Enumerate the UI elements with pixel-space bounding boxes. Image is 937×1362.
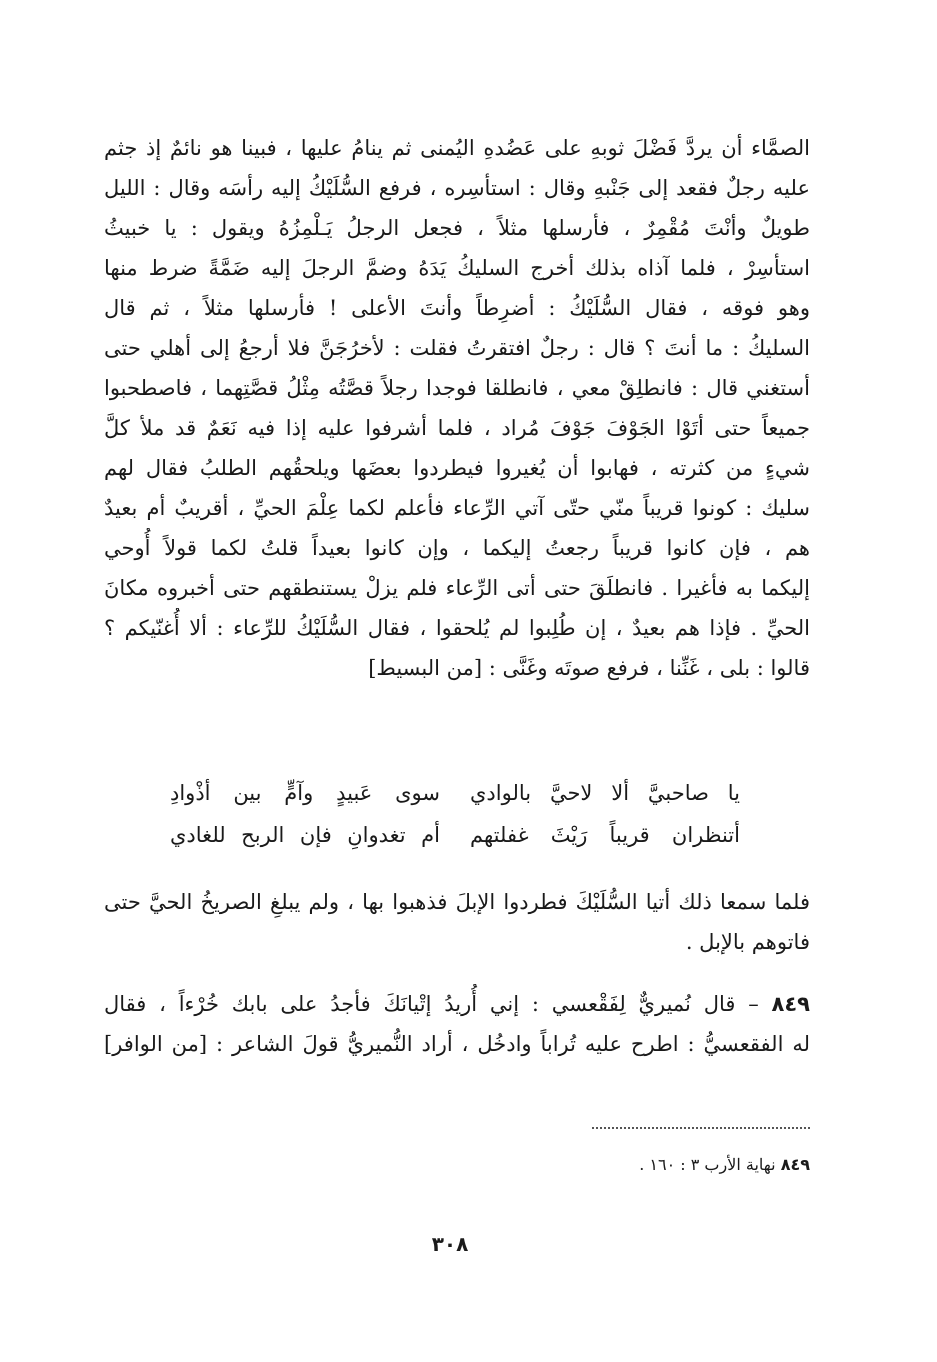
poem xyxy=(170,772,740,856)
footnote-number: ٨٤٩ xyxy=(780,1155,810,1174)
text-line: فاتوهم بالإبل . xyxy=(685,930,810,954)
text-line: جميعاً حتى أتَوْا الجَوْفَ جَوْفَ مُراد ، فلما أشرفوا عليه إذا فيه نَعَمٌ قد ملأ كلَّ xyxy=(104,416,810,440)
text-line: استأسِرْ ، فلما آذاه بذلك أخرج السليكُ يَدَهُ وضمَّ الرجلَ إليه ضَمَّةً ضرط منها xyxy=(104,256,810,280)
entry-849 xyxy=(104,984,810,1064)
poem-first-hemistich: أتنظران قريباً رَيْثَ غفلتهم xyxy=(470,823,740,847)
text-line: إليكما به فأغيرا . فانطلَقَ حتى أتى الرِّعاء فلم يزلْ يستنطقهم حتى أخبروه مكانَ xyxy=(104,576,810,600)
text-line: فلما سمعا ذلك أتيا السُّلَيْكَ فطردوا الإبلَ فذهبوا بها ، ولم يبلغِ الصريخُ الحيَّ حتى xyxy=(104,890,810,914)
entry-number: ٨٤٩ xyxy=(771,992,810,1016)
entry-text: – قال نُميريٌّ لِفَقْعسي : إني أُريدُ إتْيانَكَ فأجدُ على بابك خُرْءاً ، فقال xyxy=(104,992,759,1016)
poem-second-hemistich: أم تغدوانِ فإن الربح للغادي xyxy=(170,823,440,847)
poem-first-hemistich: يا صاحبيَّ ألا لاحيَّ بالوادي xyxy=(470,781,740,805)
text-line: هم ، فإن كانوا قريباً رجعتُ إليكما ، وإن كانوا بعيداً قلتُ لكما قولاً أُوحي xyxy=(104,536,810,560)
poem-second-hemistich: سوى عَبيدٍ وآمٍّ بين أذْوادِ xyxy=(170,781,440,805)
text-line: له الفقعسيُّ : اطرح عليه تُراباً وادخُل ، أراد النُّميريُّ قولَ الشاعر : [من الوافر] xyxy=(104,1032,810,1056)
poem-verse xyxy=(170,772,740,814)
text-line: السليكُ : ما أنتَ ؟ قال : رجلٌ افتقرتُ فقلت : لأخرُجَنَّ فلا أرجعُ إلى أهلي حتى xyxy=(104,336,810,360)
footnote-text: نهاية الأرب ٣ : ١٦٠ . xyxy=(639,1155,776,1174)
footnote-divider xyxy=(592,1127,810,1129)
page-number: ٣٠٨ xyxy=(431,1232,469,1256)
text-line: طويلٌ وأنْتَ مُقْمِرٌ ، فأرسلها مثلاً ، فجعل الرجلُ يَـلْمِزُهُ ويقول : يا خبيثُ xyxy=(104,216,810,240)
text-line: الصمَّاء أن يردَّ فَضْلَ ثوبهِ على عَضُدهِ اليُمنى ثم ينامُ عليها ، فبينا هو نائمٌ إذ جثم xyxy=(104,136,810,160)
after-poem-text xyxy=(104,882,810,962)
main-text xyxy=(104,128,810,688)
text-line: عليه رجلٌ فقعد إلى جَنْبهِ وقال : استأسِره ، فرفع السُّلَيْكُ إليه رأسَه وقال : الليل xyxy=(104,176,810,200)
footnote xyxy=(540,1150,810,1180)
text-line: وهو فوقه ، فقال السُّلَيْكُ : أضرِطاً وأنتَ الأعلى ! فأرسلها مثلاً ، ثم قال xyxy=(104,296,810,320)
text-line: أستغني قال : فانطلِقْ معي ، فانطلقا فوجدا رجلاً قصَّتُه مِثْلُ قصَّتِهما ، فاصطحبوا xyxy=(104,376,810,400)
text-line xyxy=(104,984,810,1024)
text-line: سليك : كونوا قريباً منّي حتّى آتي الرِّعاء فأعلم لكما عِلْمَ الحيِّ ، أقريبٌ أم بعيدٌ xyxy=(104,496,810,520)
text-line: شيءٍ من كثرته ، فهابوا أن يُغيروا فيطردوا بعضَها ويلحقُهم الطلبُ فقال لهم xyxy=(104,456,810,480)
poem-verse xyxy=(170,814,740,856)
text-line: قالوا : بلى ، غَنِّنا ، فرفع صوتَه وغَنَّى : [من البسيط] xyxy=(368,656,810,680)
text-line: الحيِّ . فإذا هم بعيدٌ ، إن طُلِبوا لم يُلحقوا ، فقال السُّلَيْكُ للرِّعاء : ألا أُغنّيكم ؟ xyxy=(104,616,810,640)
